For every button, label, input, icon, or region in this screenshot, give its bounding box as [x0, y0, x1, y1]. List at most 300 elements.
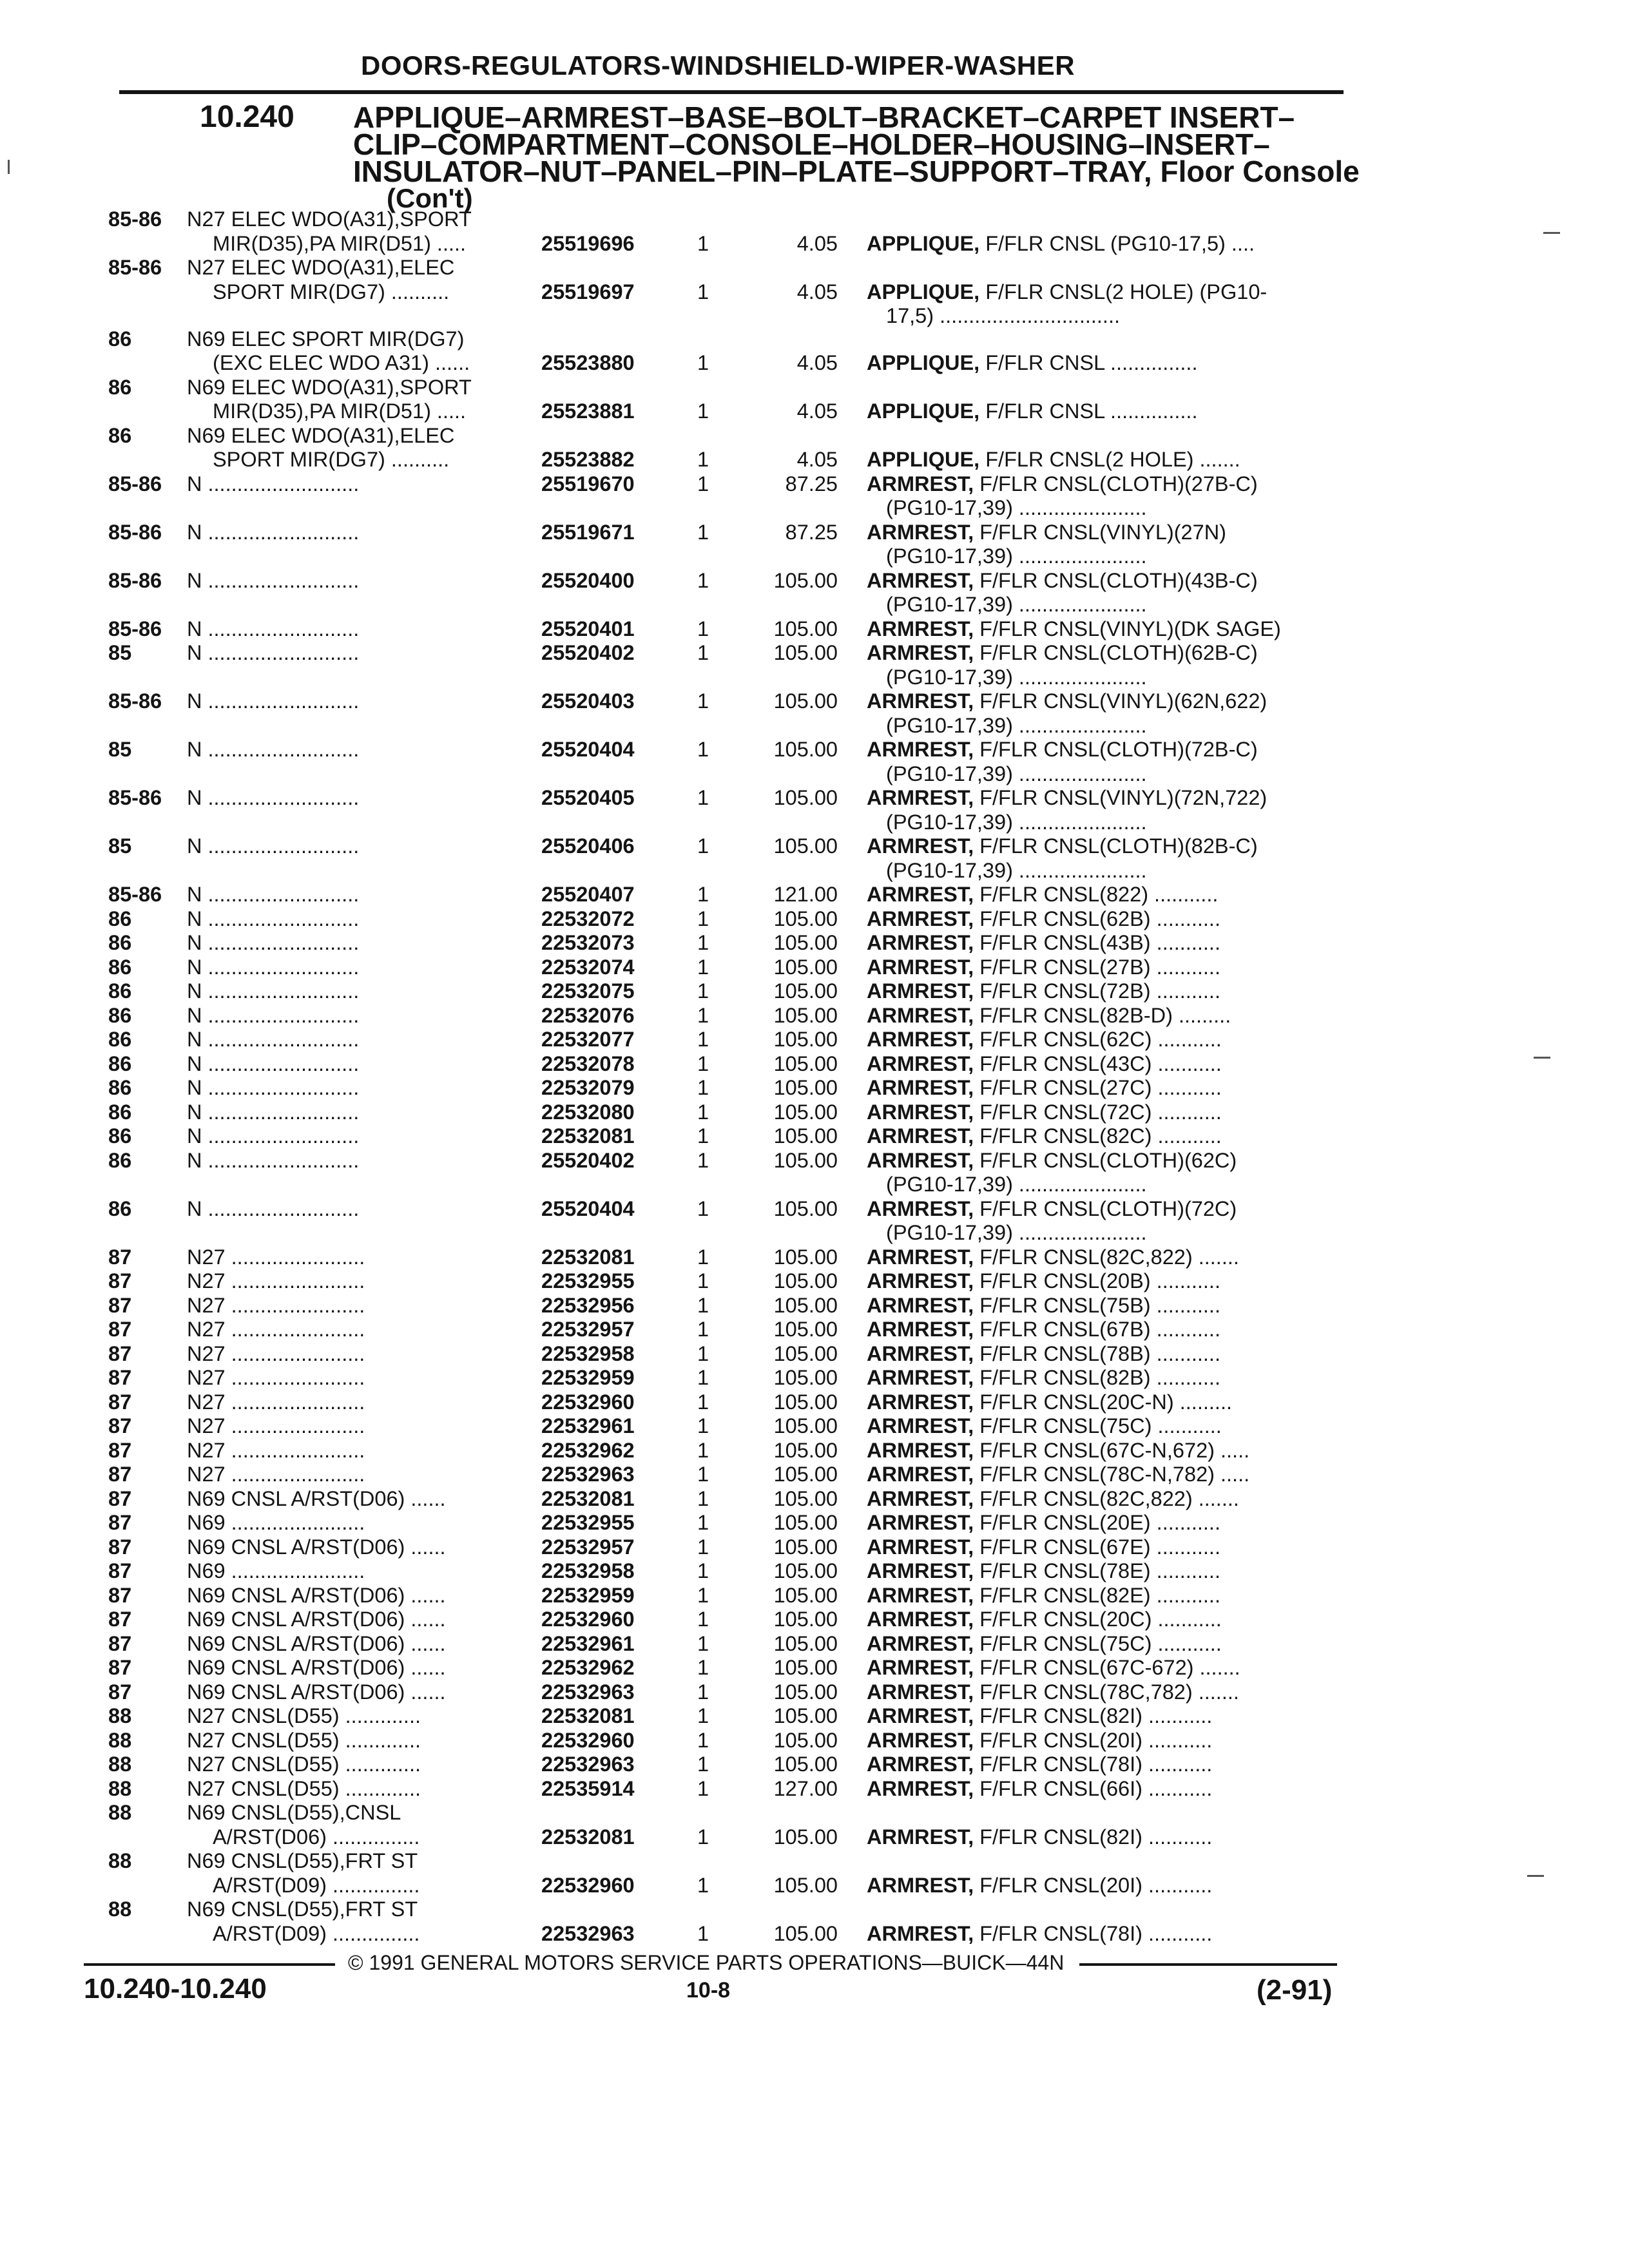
application: N27 ....................... — [187, 1463, 365, 1486]
part-name: ARMREST, — [867, 834, 974, 858]
part-description-cont: 17,5) ............................... — [886, 304, 1121, 327]
model-year: 86 — [108, 423, 132, 447]
list-price: 105.00 — [773, 1028, 838, 1051]
part-name: ARMREST, — [867, 520, 974, 544]
footer-section-range: 10.240-10.240 — [84, 1973, 267, 2004]
part-name: APPLIQUE, — [867, 448, 980, 471]
part-description — [867, 641, 1258, 666]
application: N69 CNSL A/RST(D06) ...... — [187, 1486, 446, 1510]
part-name: ARMREST, — [867, 1583, 974, 1607]
part-description — [867, 1100, 1222, 1125]
model-year: 87 — [108, 1608, 132, 1631]
part-name: ARMREST, — [867, 1608, 974, 1631]
part-name: ARMREST, — [867, 568, 974, 592]
part-description — [867, 689, 1267, 714]
model-year: 86 — [108, 1196, 132, 1220]
application: N27 ....................... — [187, 1269, 365, 1293]
part-description-cont: (PG10-17,39) ...................... — [886, 665, 1147, 689]
part-description — [867, 280, 1267, 305]
quantity: 1 — [697, 399, 709, 423]
application: N .......................... — [187, 1028, 360, 1051]
part-description — [867, 569, 1258, 593]
quantity: 1 — [697, 1656, 709, 1679]
part-description — [867, 1294, 1220, 1318]
part-number: 25520402 — [541, 641, 635, 664]
quantity: 1 — [697, 472, 709, 495]
application-cont: A/RST(D09) ............... — [213, 1873, 420, 1897]
model-year: 86 — [108, 1076, 132, 1099]
model-year: 86 — [108, 907, 132, 930]
part-description-cont: (PG10-17,39) ...................... — [886, 762, 1147, 785]
application: N69 CNSL(D55),CNSL — [187, 1801, 401, 1824]
quantity: 1 — [697, 738, 709, 761]
part-description — [867, 1753, 1212, 1777]
part-description — [867, 931, 1220, 956]
quantity: 1 — [697, 907, 709, 930]
part-number: 22532080 — [541, 1100, 635, 1124]
list-price: 105.00 — [773, 617, 838, 640]
part-number: 25520401 — [541, 617, 635, 640]
part-description — [867, 738, 1258, 762]
part-description — [867, 979, 1220, 1004]
part-description — [867, 1414, 1222, 1439]
model-year: 85 — [108, 738, 132, 761]
part-spec: F/FLR CNSL(82I) ........... — [974, 1825, 1213, 1849]
application: N .......................... — [187, 617, 360, 640]
part-number: 22532961 — [541, 1414, 635, 1437]
part-description — [867, 1197, 1237, 1222]
application: N27 ELEC WDO(A31),SPORT — [187, 207, 472, 231]
quantity: 1 — [697, 1100, 709, 1124]
application: N69 ELEC SPORT MIR(DG7) — [187, 327, 465, 351]
quantity: 1 — [697, 1318, 709, 1341]
quantity: 1 — [697, 280, 709, 303]
quantity: 1 — [697, 979, 709, 1003]
quantity: 1 — [697, 448, 709, 471]
part-description — [867, 907, 1220, 932]
part-name: ARMREST, — [867, 1728, 974, 1752]
quantity: 1 — [697, 617, 709, 640]
list-price: 105.00 — [773, 1269, 838, 1293]
quantity: 1 — [697, 1631, 709, 1655]
part-spec: F/FLR CNSL(VINYL)(DK SAGE) — [974, 617, 1281, 640]
list-price: 4.05 — [796, 231, 838, 255]
model-year: 86 — [108, 931, 132, 954]
part-number: 25523882 — [541, 448, 635, 471]
application: N .......................... — [187, 1100, 360, 1124]
quantity: 1 — [697, 1390, 709, 1414]
part-description — [867, 1922, 1212, 1946]
part-name: ARMREST, — [867, 786, 974, 809]
part-description-cont: (PG10-17,39) ...................... — [886, 713, 1147, 737]
application: N27 CNSL(D55) ............. — [187, 1728, 421, 1752]
part-name: ARMREST, — [867, 1704, 974, 1727]
application-cont: A/RST(D06) ............... — [213, 1825, 420, 1849]
list-price: 105.00 — [773, 931, 838, 954]
margin-mark — [1543, 232, 1560, 234]
part-number: 22532957 — [541, 1535, 635, 1559]
part-description — [867, 472, 1258, 497]
quantity: 1 — [697, 1245, 709, 1269]
part-description — [867, 521, 1226, 545]
part-spec: F/FLR CNSL ............... — [979, 399, 1198, 423]
part-number: 22532961 — [541, 1631, 635, 1655]
model-year: 85-86 — [108, 883, 162, 906]
list-price: 105.00 — [773, 1921, 838, 1945]
part-number: 22532962 — [541, 1656, 635, 1679]
part-description — [867, 1777, 1212, 1802]
part-spec: F/FLR CNSL(CLOTH)(62B-C) — [974, 641, 1258, 664]
part-description — [867, 1487, 1239, 1512]
part-number: 25520407 — [541, 883, 635, 906]
application: N69 CNSL A/RST(D06) ...... — [187, 1608, 446, 1631]
part-number: 22532960 — [541, 1873, 635, 1897]
part-name: ARMREST, — [867, 1366, 974, 1389]
application: N27 ....................... — [187, 1245, 365, 1269]
part-spec: F/FLR CNSL(20C) ........... — [974, 1608, 1222, 1631]
part-number: 22532958 — [541, 1559, 635, 1582]
part-name: ARMREST, — [867, 931, 974, 954]
part-name: ARMREST, — [867, 1535, 974, 1559]
list-price: 105.00 — [773, 1631, 838, 1655]
application: N .......................... — [187, 979, 360, 1003]
quantity: 1 — [697, 1293, 709, 1317]
part-spec: F/FLR CNSL(CLOTH)(82B-C) — [974, 834, 1258, 858]
application: N27 ....................... — [187, 1366, 365, 1389]
quantity: 1 — [697, 786, 709, 809]
margin-mark — [1534, 1057, 1550, 1059]
list-price: 105.00 — [773, 1414, 838, 1437]
part-number: 25520402 — [541, 1148, 635, 1172]
quantity: 1 — [697, 1559, 709, 1582]
application: N69 CNSL(D55),FRT ST — [187, 1898, 418, 1921]
list-price: 105.00 — [773, 1366, 838, 1389]
part-spec: F/FLR CNSL(62C) ........... — [974, 1028, 1222, 1051]
part-number: 25520403 — [541, 689, 635, 713]
part-number: 22532078 — [541, 1052, 635, 1075]
part-description — [867, 1704, 1212, 1729]
model-year: 86 — [108, 979, 132, 1003]
application: N27 ....................... — [187, 1414, 365, 1437]
application: N69 ELEC WDO(A31),SPORT — [187, 375, 472, 399]
model-year: 87 — [108, 1341, 132, 1365]
part-spec: F/FLR CNSL(78E) ........... — [974, 1559, 1220, 1582]
list-price: 105.00 — [773, 786, 838, 809]
part-number: 22532960 — [541, 1608, 635, 1631]
part-name: ARMREST, — [867, 1873, 974, 1897]
model-year: 87 — [108, 1414, 132, 1437]
model-year: 87 — [108, 1680, 132, 1704]
quantity: 1 — [697, 1511, 709, 1534]
part-spec: F/FLR CNSL(67E) ........... — [974, 1535, 1220, 1559]
application-cont: MIR(D35),PA MIR(D51) ..... — [213, 399, 467, 423]
part-description — [867, 1052, 1222, 1077]
part-number: 25523880 — [541, 351, 635, 374]
part-name: APPLIQUE, — [867, 231, 980, 255]
part-spec: F/FLR CNSL(CLOTH)(27B-C) — [974, 472, 1258, 495]
quantity: 1 — [697, 1414, 709, 1437]
list-price: 4.05 — [796, 399, 838, 423]
quantity: 1 — [697, 231, 709, 255]
model-year: 87 — [108, 1535, 132, 1559]
model-year: 85 — [108, 641, 132, 664]
part-description — [867, 1269, 1220, 1294]
part-name: ARMREST, — [867, 883, 974, 906]
part-description — [867, 1535, 1220, 1560]
part-number: 22532963 — [541, 1680, 635, 1704]
list-price: 105.00 — [773, 738, 838, 761]
part-spec: F/FLR CNSL(72B) ........... — [974, 979, 1220, 1003]
part-name: ARMREST, — [867, 1100, 974, 1124]
model-year: 88 — [108, 1801, 132, 1824]
part-description — [867, 399, 1197, 424]
quantity: 1 — [697, 689, 709, 713]
model-year: 86 — [108, 1124, 132, 1148]
model-year: 85-86 — [108, 617, 162, 640]
model-year: 87 — [108, 1390, 132, 1414]
part-name: ARMREST, — [867, 1124, 974, 1148]
application: N .......................... — [187, 1076, 360, 1099]
list-price: 105.00 — [773, 1825, 838, 1849]
model-year: 88 — [108, 1704, 132, 1727]
quantity: 1 — [697, 1124, 709, 1148]
list-price: 105.00 — [773, 1245, 838, 1269]
quantity: 1 — [697, 1463, 709, 1486]
part-number: 25520400 — [541, 568, 635, 592]
part-name: ARMREST, — [867, 1293, 974, 1317]
application: N .......................... — [187, 1124, 360, 1148]
part-description — [867, 1463, 1249, 1487]
list-price: 105.00 — [773, 979, 838, 1003]
part-number: 25519670 — [541, 472, 635, 495]
application: N27 CNSL(D55) ............. — [187, 1776, 421, 1800]
section-title-line-1: APPLIQUE–ARMREST–BASE–BOLT–BRACKET–CARPET INSERT– — [353, 101, 1295, 134]
part-name: ARMREST, — [867, 1559, 974, 1582]
model-year: 85 — [108, 834, 132, 858]
part-name: ARMREST, — [867, 907, 974, 930]
application: N69 CNSL A/RST(D06) ...... — [187, 1680, 446, 1704]
part-name: ARMREST, — [867, 979, 974, 1003]
application-cont: (EXC ELEC WDO A31) ...... — [213, 351, 470, 374]
quantity: 1 — [697, 1704, 709, 1727]
part-number: 22532958 — [541, 1341, 635, 1365]
part-name: APPLIQUE, — [867, 280, 980, 303]
part-description — [867, 1318, 1220, 1342]
application-cont: SPORT MIR(DG7) .......... — [213, 448, 450, 471]
part-number: 22532963 — [541, 1753, 635, 1776]
part-description-cont: (PG10-17,39) ...................... — [886, 496, 1147, 519]
application: N .......................... — [187, 738, 360, 761]
part-name: APPLIQUE, — [867, 399, 980, 423]
model-year: 87 — [108, 1269, 132, 1293]
model-year: 88 — [108, 1753, 132, 1776]
part-spec: F/FLR CNSL(82C) ........... — [974, 1124, 1222, 1148]
part-name: ARMREST, — [867, 1076, 974, 1099]
model-year: 87 — [108, 1511, 132, 1534]
part-spec: F/FLR CNSL(66I) ........... — [974, 1776, 1213, 1800]
part-number: 22532072 — [541, 907, 635, 930]
application: N69 CNSL A/RST(D06) ...... — [187, 1656, 446, 1679]
part-description — [867, 617, 1281, 642]
part-spec: F/FLR CNSL(VINYL)(62N,622) — [974, 689, 1268, 713]
model-year: 85-86 — [108, 472, 162, 495]
margin-mark — [1527, 1875, 1544, 1877]
part-spec: F/FLR CNSL(20I) ........... — [974, 1873, 1213, 1897]
part-number: 22532081 — [541, 1704, 635, 1727]
list-price: 105.00 — [773, 1559, 838, 1582]
model-year: 87 — [108, 1438, 132, 1462]
application-cont: MIR(D35),PA MIR(D51) ..... — [213, 231, 467, 255]
part-number: 25520406 — [541, 834, 635, 858]
model-year: 86 — [108, 1148, 132, 1172]
part-name: ARMREST, — [867, 1825, 974, 1849]
part-spec: F/FLR CNSL(20C-N) ......... — [974, 1390, 1233, 1414]
part-description — [867, 1584, 1220, 1608]
quantity: 1 — [697, 520, 709, 544]
part-name: ARMREST, — [867, 617, 974, 640]
part-description-cont: (PG10-17,39) ...................... — [886, 593, 1147, 616]
part-name: ARMREST, — [867, 1753, 974, 1776]
application: N .......................... — [187, 834, 360, 858]
application: N .......................... — [187, 1003, 360, 1027]
part-number: 22532081 — [541, 1825, 635, 1849]
part-description — [867, 1366, 1220, 1390]
model-year: 85-86 — [108, 256, 162, 279]
application: N .......................... — [187, 1148, 360, 1172]
part-name: ARMREST, — [867, 641, 974, 664]
part-description — [867, 834, 1258, 859]
part-spec: F/FLR CNSL ............... — [979, 351, 1198, 374]
part-spec: F/FLR CNSL(78C-N,782) ..... — [974, 1463, 1250, 1486]
part-description — [867, 1608, 1222, 1632]
part-description — [867, 232, 1255, 256]
model-year: 86 — [108, 375, 132, 399]
part-description — [867, 1390, 1232, 1415]
part-number: 25523881 — [541, 399, 635, 423]
list-price: 105.00 — [773, 1003, 838, 1027]
list-price: 87.25 — [785, 520, 838, 544]
part-spec: F/FLR CNSL(27C) ........... — [974, 1076, 1222, 1099]
list-price: 105.00 — [773, 834, 838, 858]
part-name: ARMREST, — [867, 1656, 974, 1679]
quantity: 1 — [697, 931, 709, 954]
quantity: 1 — [697, 1028, 709, 1051]
part-description — [867, 883, 1218, 907]
application-cont: A/RST(D09) ............... — [213, 1921, 420, 1945]
section-title-line-2: CLIP–COMPARTMENT–CONSOLE–HOLDER–HOUSING–INSERT– — [353, 128, 1270, 161]
part-description — [867, 1124, 1222, 1149]
quantity: 1 — [697, 1680, 709, 1704]
part-spec: F/FLR CNSL(2 HOLE) ....... — [979, 448, 1240, 471]
list-price: 105.00 — [773, 907, 838, 930]
part-spec: F/FLR CNSL(82B) ........... — [974, 1366, 1220, 1389]
part-name: ARMREST, — [867, 1196, 974, 1220]
application: N .......................... — [187, 931, 360, 954]
application: N27 CNSL(D55) ............. — [187, 1753, 421, 1776]
part-name: ARMREST, — [867, 1511, 974, 1534]
quantity: 1 — [697, 955, 709, 979]
part-description-cont: (PG10-17,39) ...................... — [886, 858, 1147, 882]
quantity: 1 — [697, 1486, 709, 1510]
part-description — [867, 1729, 1212, 1753]
quantity: 1 — [697, 1608, 709, 1631]
part-name: ARMREST, — [867, 1463, 974, 1486]
model-year: 86 — [108, 1003, 132, 1027]
list-price: 105.00 — [773, 1511, 838, 1534]
application: N69 CNSL A/RST(D06) ...... — [187, 1631, 446, 1655]
part-number: 22532073 — [541, 931, 635, 954]
application: N .......................... — [187, 786, 360, 809]
part-description-cont: (PG10-17,39) ...................... — [886, 544, 1147, 568]
application: N27 ....................... — [187, 1293, 365, 1317]
part-description — [867, 786, 1267, 811]
part-name: ARMREST, — [867, 1680, 974, 1704]
part-name: APPLIQUE, — [867, 351, 980, 374]
part-number: 22532959 — [541, 1583, 635, 1607]
part-number: 22532963 — [541, 1921, 635, 1945]
list-price: 87.25 — [785, 472, 838, 495]
list-price: 105.00 — [773, 1656, 838, 1679]
application: N .......................... — [187, 689, 360, 713]
part-number: 25519671 — [541, 520, 635, 544]
application: N69 ELEC WDO(A31),ELEC — [187, 423, 455, 447]
model-year: 87 — [108, 1245, 132, 1269]
part-spec: F/FLR CNSL(67C-N,672) ..... — [974, 1438, 1250, 1462]
part-name: ARMREST, — [867, 1148, 974, 1172]
part-spec: F/FLR CNSL(82C,822) ....... — [974, 1245, 1239, 1269]
list-price: 105.00 — [773, 1318, 838, 1341]
part-description — [867, 1245, 1239, 1270]
quantity: 1 — [697, 1438, 709, 1462]
part-name: ARMREST, — [867, 689, 974, 713]
part-name: ARMREST, — [867, 1003, 974, 1027]
list-price: 105.00 — [773, 1293, 838, 1317]
part-description — [867, 1076, 1222, 1100]
part-spec: F/FLR CNSL(75C) ........... — [974, 1631, 1222, 1655]
part-number: 25519697 — [541, 280, 635, 303]
part-name: ARMREST, — [867, 1341, 974, 1365]
list-price: 105.00 — [773, 1753, 838, 1776]
application: N .......................... — [187, 1052, 360, 1075]
quantity: 1 — [697, 1583, 709, 1607]
list-price: 105.00 — [773, 955, 838, 979]
part-spec: F/FLR CNSL(82C,822) ....... — [974, 1486, 1239, 1510]
part-name: ARMREST, — [867, 1028, 974, 1051]
part-spec: F/FLR CNSL(CLOTH)(72C) — [974, 1196, 1237, 1220]
list-price: 105.00 — [773, 1873, 838, 1897]
model-year: 87 — [108, 1293, 132, 1317]
part-description — [867, 1511, 1220, 1535]
part-description — [867, 1342, 1220, 1367]
application: N27 ....................... — [187, 1390, 365, 1414]
part-description — [867, 1004, 1231, 1028]
part-number: 22532079 — [541, 1076, 635, 1099]
part-description — [867, 956, 1220, 980]
part-name: ARMREST, — [867, 1438, 974, 1462]
part-description — [867, 1028, 1222, 1052]
application: N27 ELEC WDO(A31),ELEC — [187, 256, 455, 279]
model-year: 87 — [108, 1318, 132, 1341]
part-spec: F/FLR CNSL(VINYL)(72N,722) — [974, 786, 1268, 809]
part-number: 22532955 — [541, 1269, 635, 1293]
list-price: 105.00 — [773, 1196, 838, 1220]
quantity: 1 — [697, 834, 709, 858]
part-name: ARMREST, — [867, 1245, 974, 1269]
part-spec: F/FLR CNSL(78C,782) ....... — [974, 1680, 1239, 1704]
part-number: 25519696 — [541, 231, 635, 255]
list-price: 105.00 — [773, 1124, 838, 1148]
application: N69 CNSL A/RST(D06) ...... — [187, 1583, 446, 1607]
